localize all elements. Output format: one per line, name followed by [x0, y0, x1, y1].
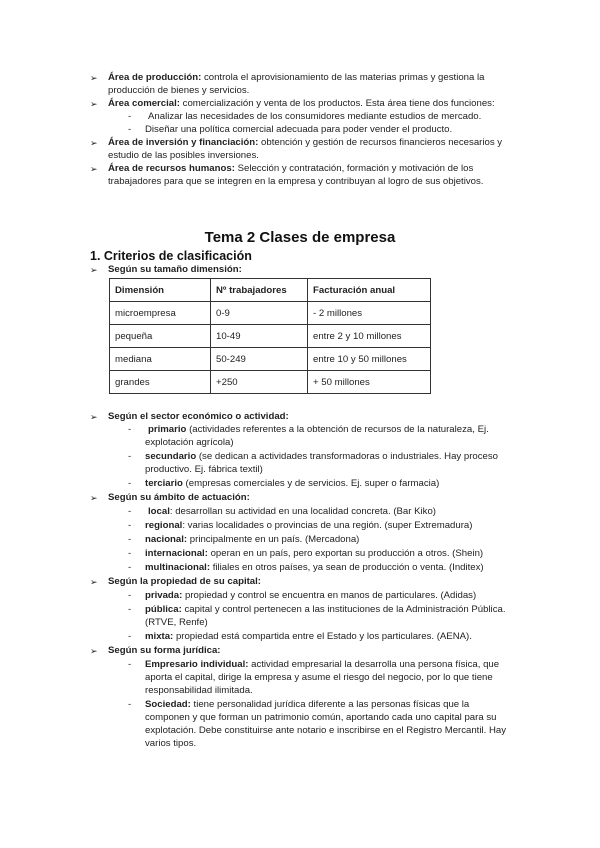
tamano-heading: Según su tamaño dimensión: — [108, 264, 242, 275]
juridica-sociedad-term: Sociedad: — [145, 699, 191, 710]
table-header-row — [110, 279, 431, 302]
table-cell: 10-49 — [211, 325, 308, 348]
ambito-nacional — [145, 534, 359, 546]
propiedad-privada-text: propiedad y control se encuentra en manos de particulares. (Adidas) — [185, 590, 477, 601]
ambito-regional — [145, 520, 472, 532]
area-comercial-line1 — [108, 98, 495, 110]
table-cell: + 50 millones — [308, 371, 431, 394]
bullet-arrow: ➢ — [90, 99, 98, 109]
area-comercial-term: Área comercial: — [108, 98, 180, 109]
juridica-sociedad-line4: varios tipos. — [145, 738, 197, 749]
propiedad-privada-term: privada: — [145, 590, 183, 601]
ambito-internacional-text: operan en un país, pero exportan su producción a otros. (Shein) — [210, 548, 484, 559]
table-row — [110, 371, 431, 394]
bullet-arrow: ➢ — [90, 412, 98, 422]
dash: - — [128, 548, 132, 559]
bullet-arrow: ➢ — [90, 164, 98, 174]
area-rrhh-term: Área de recursos humanos: — [108, 163, 235, 174]
propiedad-privada — [145, 590, 476, 602]
juridica-heading: Según su forma jurídica: — [108, 645, 221, 656]
area-produccion-line2: producción de bienes y servicios. — [108, 85, 250, 96]
propiedad-mixta-term: mixta: — [145, 631, 174, 642]
ambito-regional-term: regional — [145, 520, 183, 531]
bullet-arrow: ➢ — [90, 138, 98, 148]
dash: - — [128, 478, 132, 489]
table-cell: mediana — [110, 348, 211, 371]
propiedad-publica-line2: (RTVE, Renfe) — [145, 617, 208, 628]
ambito-multinacional — [145, 562, 484, 574]
area-comercial-sub2: Diseñar una política comercial adecuada para poder vender el producto. — [145, 124, 453, 135]
propiedad-publica-text: capital y control pertenecen a las instituciones de la Administración Pública. — [184, 604, 506, 615]
sector-terciario-text: (empresas comerciales y de servicios. Ej. super o farmacia) — [185, 478, 440, 489]
table-cell: 50-249 — [211, 348, 308, 371]
sector-terciario-line1 — [145, 478, 439, 490]
table-header-cell: Facturación anual — [308, 279, 431, 302]
table-cell: - 2 millones — [308, 302, 431, 325]
propiedad-publica-line1 — [145, 604, 506, 616]
area-inversion-line1 — [108, 137, 502, 149]
table-cell: microempresa — [110, 302, 211, 325]
table-header-cell: Nº trabajadores — [211, 279, 308, 302]
area-comercial-sub1: Analizar las necesidades de los consumidores mediante estudios de mercado. — [148, 111, 482, 122]
bullet-arrow: ➢ — [90, 493, 98, 503]
dash: - — [128, 590, 132, 601]
table-cell: grandes — [110, 371, 211, 394]
dash: - — [128, 424, 132, 435]
propiedad-mixta-text: propiedad está compartida entre el Estado y los particulares. (AENA). — [175, 631, 472, 642]
dash: - — [128, 631, 132, 642]
ambito-nacional-text: principalmente en un país. (Mercadona) — [189, 534, 360, 545]
sector-primario-line1 — [148, 424, 489, 436]
ambito-local — [148, 506, 436, 518]
ambito-local-text: : desarrollan su actividad en una localidad concreta. (Bar Kiko) — [169, 506, 436, 517]
ambito-nacional-term: nacional: — [145, 534, 188, 545]
table-row — [110, 302, 431, 325]
propiedad-mixta — [145, 631, 472, 643]
juridica-individual-line3: responsabilidad ilimitada. — [145, 685, 253, 696]
bullet-arrow: ➢ — [90, 265, 98, 275]
juridica-individual-line1 — [145, 659, 499, 671]
dash: - — [128, 562, 132, 573]
ambito-internacional — [145, 548, 483, 560]
section-heading: 1. Criterios de clasificación — [90, 249, 252, 263]
area-comercial-text: comercialización y venta de los productos. Esta área tiene dos funciones: — [182, 98, 495, 109]
area-rrhh-line1 — [108, 163, 473, 175]
area-rrhh-text: Selección y contratación, formación y motivación de los — [237, 163, 474, 174]
sector-terciario-term: terciario — [145, 478, 183, 489]
juridica-individual-text: actividad empresarial la desarrolla una persona física, que — [251, 659, 500, 670]
ambito-regional-text: : varias localidades o provincias de una región. (super Extremadura) — [182, 520, 473, 531]
bullet-arrow: ➢ — [90, 73, 98, 83]
dash: - — [128, 534, 132, 545]
sector-primario-text: (actividades referentes a la obtención de recursos de la naturaleza, Ej. — [189, 424, 489, 435]
propiedad-publica-term: pública: — [145, 604, 182, 615]
dash: - — [128, 520, 132, 531]
dash: - — [128, 659, 132, 670]
dash: - — [128, 451, 132, 462]
sector-primario-term: primario — [148, 424, 187, 435]
dash: - — [128, 699, 132, 710]
page-title: Tema 2 Clases de empresa — [204, 229, 396, 246]
area-rrhh-line2: trabajadores para que se integren en la empresa y contribuyan al logro de sus objetivos. — [108, 176, 484, 187]
ambito-local-term: local — [148, 506, 170, 517]
area-inversion-line2: estudio de las posibles inversiones. — [108, 150, 259, 161]
ambito-multinacional-term: multinacional: — [145, 562, 211, 573]
propiedad-heading: Según la propiedad de su capital: — [108, 576, 261, 587]
sector-primario-line2: explotación agrícola) — [145, 437, 234, 448]
juridica-individual-line2: aporta el capital, dirige la empresa y asume el riesgo del negocio, por lo que tiene — [145, 672, 493, 683]
table-cell: entre 10 y 50 millones — [308, 348, 431, 371]
ambito-heading: Según su ámbito de actuación: — [108, 492, 250, 503]
bullet-arrow: ➢ — [90, 577, 98, 587]
table-cell: +250 — [211, 371, 308, 394]
table-cell: pequeña — [110, 325, 211, 348]
area-produccion-line1 — [108, 72, 484, 84]
juridica-sociedad-line2: componen y que forman un patrimonio común, aportando cada uno capital para su — [145, 712, 497, 723]
juridica-sociedad-line1 — [145, 699, 469, 711]
table-cell: entre 2 y 10 millones — [308, 325, 431, 348]
area-produccion-term: Área de producción: — [108, 72, 202, 83]
dash: - — [128, 604, 132, 615]
dash: - — [128, 506, 132, 517]
sector-heading: Según el sector económico o actividad: — [108, 411, 289, 422]
area-produccion-text: controla el aprovisionamiento de las materias primas y gestiona la — [203, 72, 485, 83]
juridica-sociedad-line3: explotación. Debe constituirse ante notario e inscribirse en el Registro Mercantil. Hay — [145, 725, 507, 736]
ambito-internacional-term: internacional: — [145, 548, 208, 559]
sector-secundario-term: secundario — [145, 451, 197, 462]
area-inversion-term: Área de inversión y financiación: — [108, 137, 259, 148]
table-row — [110, 325, 431, 348]
table-header-cell: Dimensión — [110, 279, 211, 302]
dash: - — [128, 111, 132, 122]
sector-secundario-line2: productivo. Ej. fábrica textil) — [145, 464, 263, 475]
table-row — [110, 348, 431, 371]
size-table — [109, 278, 431, 394]
sector-secundario-text: (se dedican a actividades transformadoras o industriales. Hay proceso — [198, 451, 499, 462]
table-cell: 0-9 — [211, 302, 308, 325]
area-inversion-text: obtención y gestión de recursos financieros necesarios y — [261, 137, 503, 148]
juridica-individual-term: Empresario individual: — [145, 659, 249, 670]
sector-secundario-line1 — [145, 451, 498, 463]
bullet-arrow: ➢ — [90, 646, 98, 656]
ambito-multinacional-text: filiales en otros países, ya sean de producción o venta. (Inditex) — [212, 562, 484, 573]
dash: - — [128, 124, 132, 135]
juridica-sociedad-text: tiene personalidad jurídica diferente a las personas físicas que la — [193, 699, 470, 710]
